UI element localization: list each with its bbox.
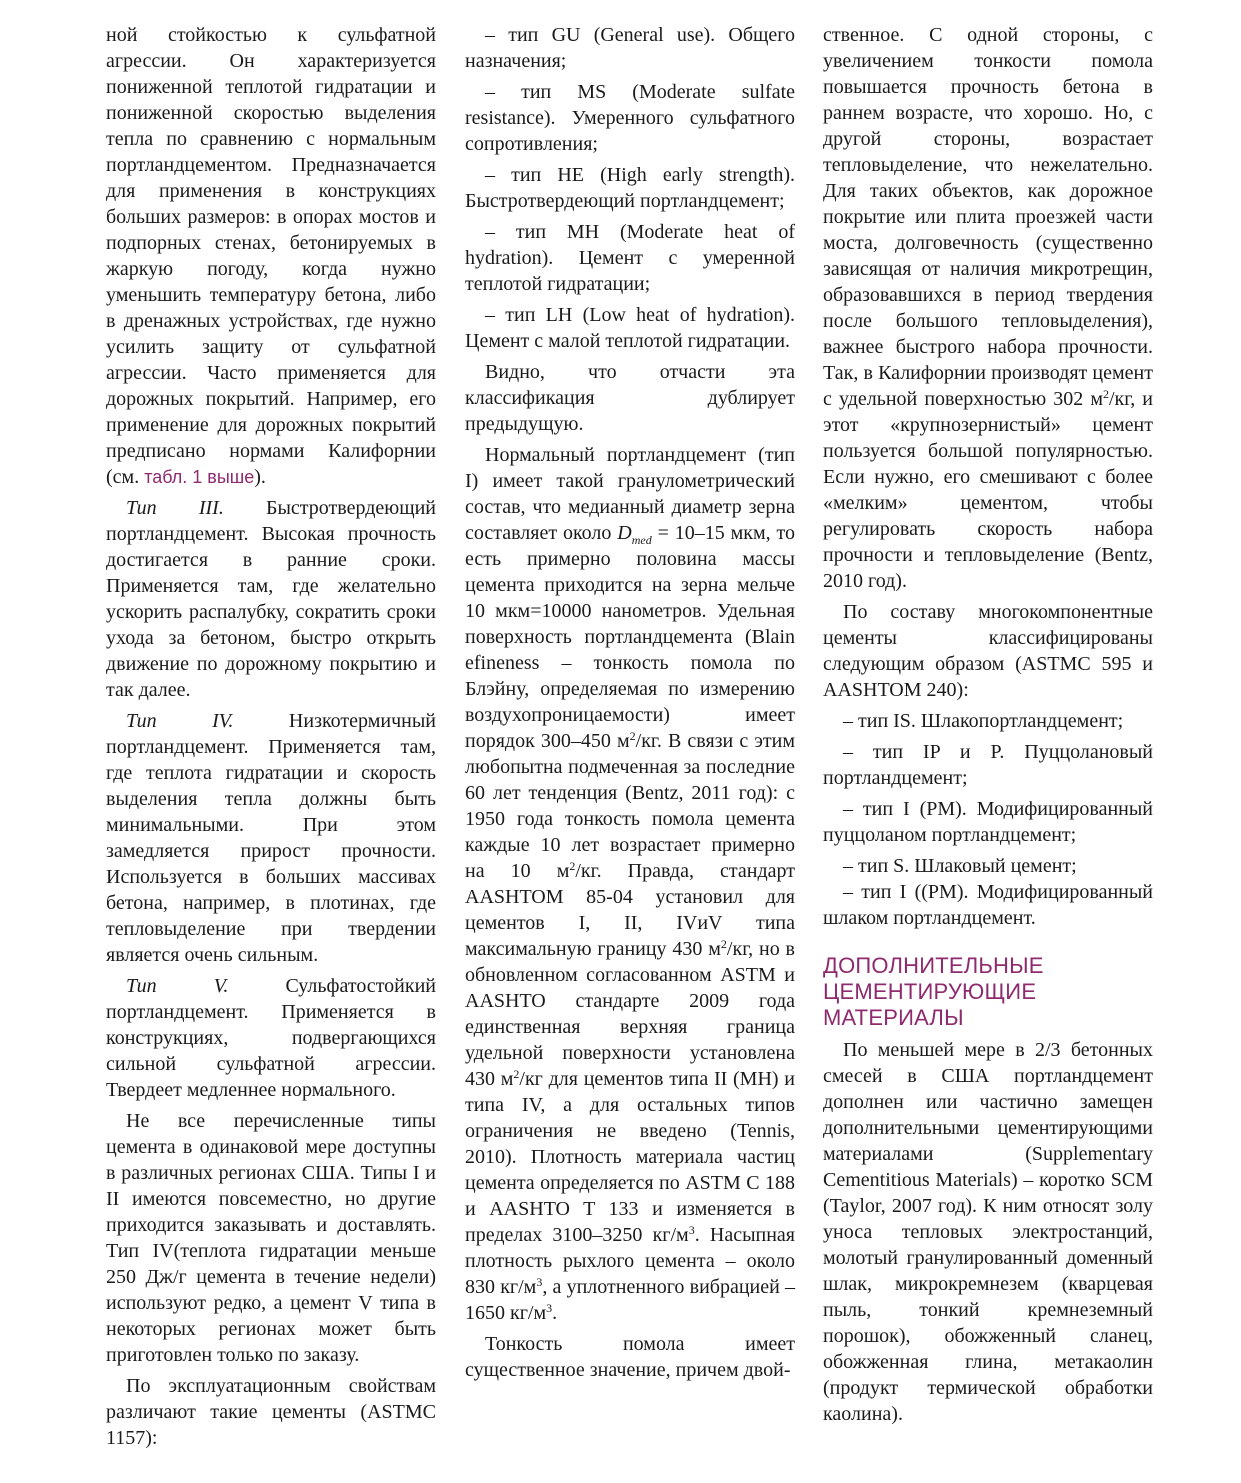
column-1 <box>106 22 436 1456</box>
text: ной стойкостью к сульфатной агрессии. Он характеризуется пониженной теплотой гидратации и пониженной скоростью выделения тепла по сравнению с нормальным портландцементом. Предназначается для применения в конструкциях больших размеров: в опорах мостов и подпорных стенах, бетонируемых в жаркую погоду, когда нужно уменьшить температуру бетона, либо в дренажных устройствах, где нужно усилить защиту от сульфатной агрессии. Часто применяется для дорожных покрытий. Например, его применение для дорожных покрытий предписано нормами Калифорнии (см. <box>106 24 436 488</box>
paragraph: Не все перечисленные типы цемента в одинаковой мере доступны в различных регионах США. Типы I и II имеются повсеместно, но другие приходится заказывать и доставлять. Тип IV(теплота гидратации меньше 250 Дж/г цемента в течение недели) используют редко, а цемент V типа в некоторых регионах может быть приготовлен только по заказу. <box>106 1110 436 1366</box>
subscript: med <box>631 533 652 547</box>
text: ственное. С одной стороны, с увеличением тонкости помола повышается прочность бетона в раннем возрасте, что хорошо. Но, с другой стороны, возрастает тепловыделение, что нежелательно. Для таких объектов, как дорожное покрытие или плита проезжей части моста, долговечность (существенно зависящая от наличия микротрещин, образовавшихся в период твердения после большого тепловыделения), важнее быстрого набора прочности. Так, в Калифорнии производят цемент с удельной поверхностью 302 м <box>823 24 1153 410</box>
text: . Насыпная плотность рыхлого цемента – около 830 кг/м <box>465 1224 795 1298</box>
paragraph-type-iii <box>106 495 436 703</box>
superscript: 3 <box>546 1301 553 1315</box>
text: Нормальный портландцемент (тип I) имеет такой гранулометрический состав, что медианный диаметр зерна составляет около <box>465 444 795 544</box>
text: /кг, но в обновленном согласованном ASTM и AASHTO стандарте 2009 года единственная верхняя граница удельной поверхности установлена 430 м <box>465 938 795 1090</box>
text: = 10–15 мкм, то есть примерно половина массы цемента приходится на зерна мельче 10 мкм=10000 нанометров. Удельная поверхность портландцемента (Blain efineness – тонкость помола по Блэйну, определяемая по измерению воздухопроницаемости) имеет порядок 300–450 м <box>465 522 795 752</box>
paragraph <box>823 22 1153 594</box>
heading-line: ЦЕМЕНТИРУЮЩИЕ <box>823 979 1037 1004</box>
table-link[interactable]: табл. 1 выше <box>144 467 255 487</box>
paragraph <box>106 22 436 490</box>
type-label: Тип IV. <box>126 710 234 732</box>
section-heading <box>823 953 1153 1031</box>
paragraph: Видно, что отчасти эта классификация дублирует предыдущую. <box>465 361 795 435</box>
superscript: 2 <box>1102 387 1109 401</box>
type-label: Тип III. <box>126 497 224 519</box>
paragraph: По меньшей мере в 2/3 бетонных смесей в США портландцемент дополнен или частично замещен дополнительными цементирующими материалами (Supplementary Cementitious Materials) – коротко SCM (Taylor, 2007 год). К ним относят золу уноса тепловых электростанций, молотый гранулированный доменный шлак, микрокремнезем (кварцевая пыль, тонкий кремнеземный порошок), обожженный сланец, обожженная глина, метакаолин (продукт термической обработки каолина). <box>823 1039 1153 1425</box>
paragraph: По эксплуатационным свойствам различают такие цементы (ASTMC 1157): <box>106 1375 436 1449</box>
list-item: – тип I (PM). Модифицированный пуццоланом портландцемент; <box>823 798 1153 846</box>
list-item: – тип S. Шлаковый цемент; <box>843 855 1077 877</box>
list-item: – тип IP и P. Пуццолановый портландцемент; <box>823 741 1153 789</box>
text: ). <box>254 466 266 488</box>
text: . <box>552 1302 558 1324</box>
text: /кг, и этот «крупнозернистый» цемент пользуется большой популярностью. Если нужно, его смешивают с более «мелким» цементом, чтобы регулировать скорость набора прочности и тепловыделение (Bentz, 2010 год). <box>823 388 1153 592</box>
superscript: 2 <box>720 937 727 951</box>
superscript: 3 <box>536 1275 543 1289</box>
text: /кг. В связи с этим любопытна подмеченная за последние 60 лет тенденция (Bentz, 2011 год): с 1950 года тонкость помола цемента каждые 10 лет возрастает примерно на 10 м <box>465 730 795 882</box>
heading-line: МАТЕРИАЛЫ <box>823 1005 964 1030</box>
list-item: – тип IS. Шлакопортландцемент; <box>843 710 1124 732</box>
text: , а уплотненного вибрацией – 1650 кг/м <box>465 1276 795 1324</box>
list-item: – тип GU (General use). Общего назначения; <box>465 24 795 72</box>
paragraph: По составу многокомпонентные цементы классифицированы следующим образом (ASTMC 595 и AASHTOM 240): <box>823 601 1153 701</box>
list-item: – тип I ((PM). Модифицированный шлаком портландцемент. <box>823 881 1153 929</box>
list-item: – тип LH (Low heat of hydration). Цемент с малой теплотой гидратации. <box>465 304 795 352</box>
text: Низкотермичный портландцемент. Применяется там, где теплота гидратации и скорость выделения тепла должны быть минимальными. При этом замедляется прирост прочности. Используется в больших массивах бетона, например, в плотинах, где тепловыделение при твердении является очень сильным. <box>106 710 436 966</box>
superscript: 3 <box>688 1223 695 1237</box>
heading-line: ДОПОЛНИТЕЛЬНЫЕ <box>823 953 1044 978</box>
superscript: 2 <box>513 1067 520 1081</box>
paragraph-type-v <box>106 973 436 1103</box>
list-item: – тип MS (Moderate sulfate resistance). Умеренного сульфатного сопротивления; <box>465 81 795 155</box>
superscript: 2 <box>569 859 576 873</box>
text: Быстротвердеющий портландцемент. Высокая прочность достигается в ранние сроки. Применяется там, где желательно ускорить распалубку, сократить сроки ухода за бетоном, быстро открыть движение по дорожному покрытию и так далее. <box>106 497 436 701</box>
superscript: 2 <box>629 729 636 743</box>
column-2 <box>465 22 795 1388</box>
text: /кг для цементов типа II (MH) и типа IV, а для остальных типов ограничения не введено (Tennis, 2010). Плотность материала частиц цемента определяется по ASTM C 188 и AASHTO T 133 и изменяется в пределах 3100–3250 кг/м <box>465 1068 796 1246</box>
paragraph: Тонкость помола имеет существенное значение, причем двой- <box>465 1333 795 1381</box>
list-item: – тип HE (High early strength). Быстротвердеющий портландцемент; <box>465 164 795 212</box>
column-3 <box>823 22 1153 1432</box>
text: Сульфатостойкий портландцемент. Применяется в конструкциях, подвергающихся сильной сульфатной агрессии. Твердеет медленнее нормального. <box>106 975 436 1101</box>
text: /кг. Правда, стандарт AASHTOM 85-04 установил для цементов I, II, IVиV типа максимальную границу 430 м <box>465 860 795 960</box>
paragraph <box>465 442 795 1326</box>
type-label: Тип V. <box>126 975 229 997</box>
list-item: – тип MH (Moderate heat of hydration). Цемент с умеренной теплотой гидратации; <box>465 221 795 295</box>
symbol: D <box>617 522 632 544</box>
paragraph-type-iv <box>106 708 436 968</box>
